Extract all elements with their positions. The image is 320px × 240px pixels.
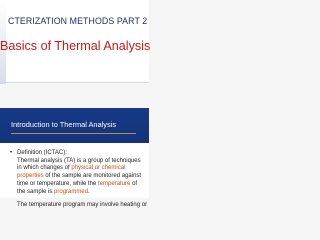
- second-paragraph: The temperature program may involve heating or: [17, 202, 148, 209]
- bullet-item: [10, 150, 144, 196]
- slide-subtitle: CTERIZATION METHODS PART 2: [8, 16, 148, 26]
- content-slide: [0, 108, 149, 209]
- bullet-icon: •: [10, 150, 13, 156]
- highlighted-term: temperature: [98, 180, 131, 187]
- slide-header-banner: [0, 108, 149, 143]
- definition-label: Definition (ICTAC):: [17, 150, 67, 156]
- definition-paragraph: [17, 158, 144, 197]
- highlighted-term: programmed: [54, 188, 89, 195]
- paragraph-text: .: [88, 188, 90, 195]
- slide-header-underline: [11, 133, 136, 134]
- highlighted-term: physical or chemical properties: [17, 165, 126, 180]
- slide-body: [10, 150, 148, 210]
- slide-title: Basics of Thermal Analysis: [0, 39, 151, 53]
- title-slide: [0, 0, 149, 84]
- paragraph-text: of the sample are monitored against time or temperature, while the: [17, 173, 142, 187]
- paragraph-text: of the sample is: [17, 180, 138, 195]
- slide-divider: [0, 82, 149, 83]
- slide-header-title: Introduction to Thermal Analysis: [11, 120, 117, 129]
- paragraph-text: Thermal analysis (TA) is a group of techniques in which changes of: [17, 157, 141, 172]
